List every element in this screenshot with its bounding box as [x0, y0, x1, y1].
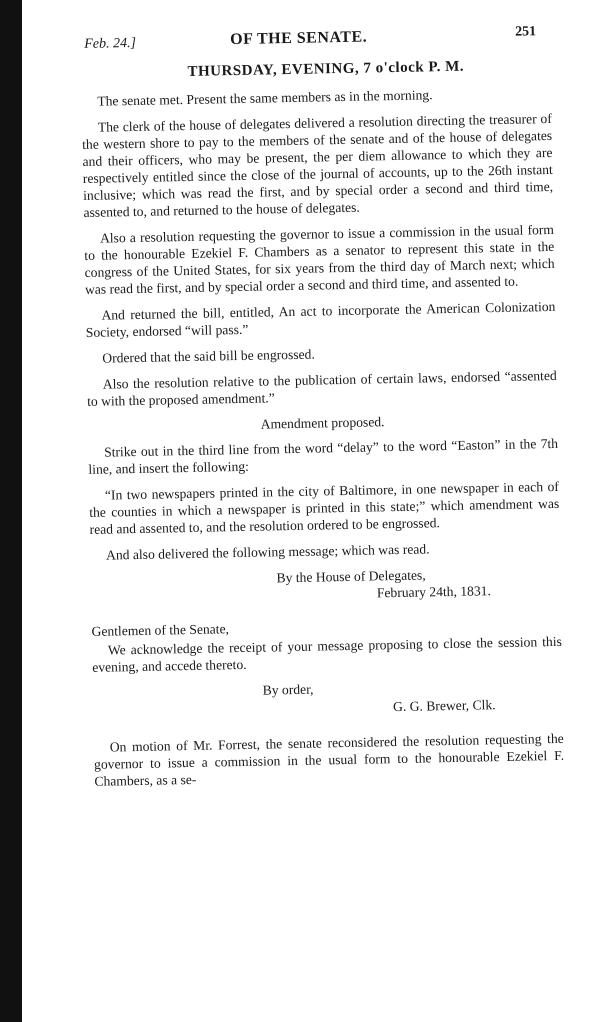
book-spine-edge: [0, 0, 22, 1022]
message-date: February 24th, 1831.: [376, 583, 492, 601]
message-body: We acknowledge the receipt of your message proposing to close the session this evening, and accede thereto.: [92, 633, 562, 675]
header-date: Feb. 24.]: [84, 35, 137, 52]
amendment-heading: Amendment proposed.: [260, 414, 385, 432]
paragraph-message-delivered: And also delivered the following message; which was read.: [105, 541, 430, 563]
message-salutation: Gentlemen of the Senate,: [91, 621, 230, 639]
paragraph-forrest-motion: On motion of Mr. Forrest, the senate reconsidered the resolution requesting the governor to issue a commission in the usual form to the honourable Ezekiel F. Chambers, as a se-: [93, 730, 565, 789]
session-heading: THURSDAY, EVENING, 7 o'clock P. M.: [187, 58, 465, 80]
paragraph-bill-engrossed: Ordered that the said bill be engrossed.: [102, 346, 315, 366]
paragraph-strike-out: Strike out in the third line from the word “delay” to the word “Easton” in the 7th line, and insert the following:: [88, 435, 559, 477]
journal-page: [80, 21, 565, 799]
header-title: OF THE SENATE.: [230, 28, 368, 49]
paragraph-per-diem-resolution: The clerk of the house of delegates delivered a resolution directing the treasurer of the western shore to pay to the members of the senate and of the house of delegates and their officers, who may be present, the per diem allowance to which they are respectively entitled since the close of the journal of accounts, up to the 26th instant inclusive; which was read the first, and by special order a second and third time, assented to, and returned to the house of delegates.: [82, 110, 554, 220]
page-number: 251: [514, 24, 537, 40]
running-header: [80, 21, 550, 58]
message-from: By the House of Delegates,: [276, 567, 426, 586]
message-clerk-signature: G. G. Brewer, Clk.: [392, 697, 496, 715]
message-by-order: By order,: [262, 681, 314, 698]
paragraph-newspapers: “In two newspapers printed in the city of Baltimore, in one newspaper in each of the counties in which a newspaper is printed in this state;” which amendment was read and assented to, and the resolution ordered to be engrossed.: [89, 478, 560, 537]
paragraph-senate-met: The senate met. Present the same members as in the morning.: [97, 87, 433, 109]
paragraph-colonization-bill: And returned the bill, entitled, An act to incorporate the American Colonization Society, endorsed “will pass.”: [85, 298, 556, 340]
paragraph-commission-resolution: Also a resolution requesting the governor to issue a commission in the usual form to the honourable Ezekiel F. Chambers as a senator to represent this state in the congress of the United States, for six years from the third day of March next; which was read the first, and by special order a second and third time, and assented to.: [84, 221, 555, 297]
paragraph-laws-resolution: Also the resolution relative to the publication of certain laws, endorsed “assented to with the proposed amendment.”: [86, 367, 557, 409]
